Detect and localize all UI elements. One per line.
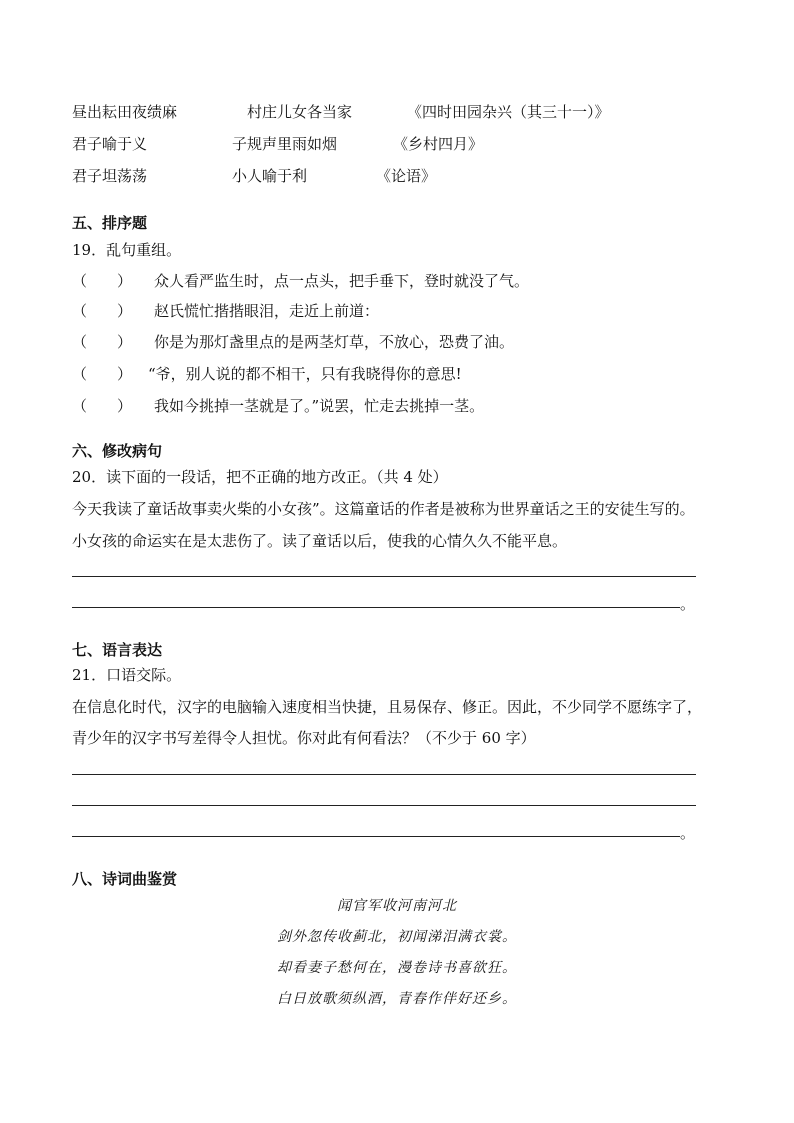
answer-paren[interactable]: （ ） (72, 272, 133, 290)
answer-paren[interactable]: （ ） (72, 397, 133, 415)
sentence-text: 众人看严监生时，点一点头，把手垂下，登时就没了气。 (154, 272, 530, 290)
sentence-text: 你是为那灯盏里点的是两茎灯草，不放心，恐费了油。 (154, 333, 515, 351)
match-cell: 昼出耘田夜绩麻 (72, 103, 178, 121)
match-cell: 《乡村四月》 (393, 135, 484, 153)
answer-line[interactable] (72, 805, 696, 806)
answer-paren[interactable]: （ ） (72, 302, 133, 320)
section-heading: 五、排序题 (72, 214, 148, 232)
poem-line: 白日放歌须纵酒，青春作伴好还乡。 (277, 991, 517, 1007)
answer-paren[interactable]: （ ） (72, 333, 133, 351)
poem-line: 却看妻子愁何在，漫卷诗书喜欲狂。 (277, 960, 517, 976)
sentence-text: 我如今挑掉一茎就是了。”说罢，忙走去挑掉一茎。 (154, 397, 485, 415)
answer-line[interactable] (72, 607, 680, 608)
section-heading: 六、修改病句 (72, 442, 163, 460)
match-cell: 小人喻于利 (232, 167, 308, 185)
answer-paren[interactable]: （ ） (72, 365, 133, 383)
match-cell: 君子喻于义 (72, 135, 148, 153)
match-cell: 《论语》 (376, 167, 437, 185)
match-cell: 君子坦荡荡 (72, 167, 148, 185)
question-text: 19．乱句重组。 (72, 241, 182, 259)
answer-line[interactable] (72, 774, 696, 775)
question-text: 20．读下面的一段话，把不正确的地方改正。（共 4 处） (72, 468, 448, 486)
match-cell: 子规声里雨如烟 (232, 135, 338, 153)
answer-line[interactable] (72, 576, 696, 577)
paragraph-text: 在信息化时代，汉字的电脑输入速度相当快捷，且易保存、修正。因此，不少同学不愿练字了， (72, 698, 703, 716)
paragraph-text: 今天我读了童话故事卖火柴的小女孩”。这篇童话的作者是被称为世界童话之王的安徒生写的。 (72, 500, 695, 518)
sentence-text: “爷，别人说的都不相干，只有我晓得你的意思! (148, 365, 462, 383)
sentence-text: 赵氏慌忙揩揩眼泪，走近上前道： (154, 302, 380, 320)
poem-title: 闻官军收河南河北 (337, 898, 457, 914)
question-text: 21．口语交际。 (72, 666, 182, 684)
match-cell: 村庄儿女各当家 (247, 103, 353, 121)
section-heading: 七、语言表达 (72, 641, 163, 659)
paragraph-text: 小女孩的命运实在是太悲伤了。读了童话以后，使我的心情久久不能平息。 (72, 532, 568, 550)
end-mark: 。 (680, 595, 696, 613)
section-heading: 八、诗词曲鉴赏 (72, 870, 178, 888)
paragraph-text: 青少年的汉字书写差得令人担忧。你对此有何看法？（不少于 60 字） (72, 729, 536, 747)
poem-line: 剑外忽传收蓟北，初闻涕泪满衣裳。 (277, 929, 517, 945)
answer-line[interactable] (72, 836, 680, 837)
match-cell: 《四时田园杂兴（其三十一）》 (407, 103, 610, 121)
end-mark: 。 (680, 824, 696, 842)
